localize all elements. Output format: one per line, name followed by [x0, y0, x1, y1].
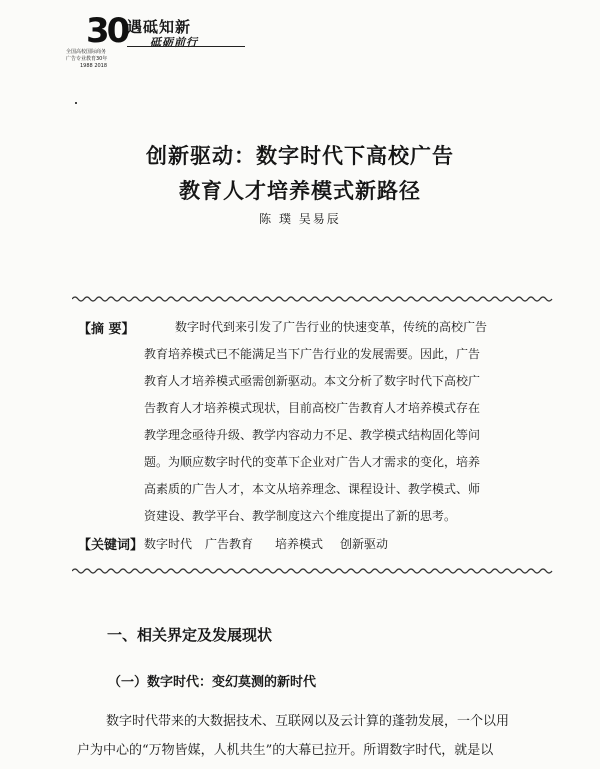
- logo-small-text-2: 广告专业教育30年: [66, 56, 108, 62]
- logo-small-text-1: 全国高校国际商务: [66, 49, 107, 55]
- abstract-line: 教育培养模式已不能满足当下广告行业的发展需要。因此，广告: [144, 347, 481, 361]
- abstract-line: 教学理念亟待升级、教学内容动力不足、教学模式结构固化等问: [144, 428, 481, 442]
- section-heading: 一、相关界定及发展现状: [107, 626, 273, 644]
- abstract-line: 资建设、教学平台、教学制度这六个维度提出了新的思考。: [144, 509, 457, 523]
- article-title-line-2: 教育人才培养模式新路径: [179, 179, 421, 203]
- article-authors: 陈 璞 吴易辰: [259, 212, 341, 226]
- logo-divider: [127, 46, 245, 47]
- logo-title: 遇砥知新: [127, 18, 192, 36]
- scan-speck: [75, 102, 77, 104]
- abstract-line: 教育人才培养模式亟需创新驱动。本文分析了数字时代下高校广: [144, 374, 481, 388]
- keyword: 创新驱动: [340, 537, 389, 551]
- abstract-line: 数字时代到来引发了广告行业的快速变革，传统的高校广告: [175, 320, 488, 334]
- abstract-line: 告教育人才培养模式现状，目前高校广告教育人才培养模式存在: [144, 401, 481, 415]
- article-title-line-1: 创新驱动：数字时代下高校广告: [146, 144, 454, 168]
- abstract-line: 高素质的广告人才，本文从培养理念、课程设计、教学模式、师: [144, 482, 481, 496]
- logo-years: 1988 2018: [80, 63, 108, 69]
- body-text-line: 数字时代带来的大数据技术、互联网以及云计算的蓬勃发展，一个以用: [106, 714, 510, 729]
- keyword: 数字时代: [144, 537, 193, 551]
- wave-divider-top: [72, 295, 554, 303]
- abstract-line: 题。为顺应数字时代的变革下企业对广告人才需求的变化，培养: [144, 455, 481, 469]
- keywords-label: 【关键词】: [78, 538, 144, 553]
- subsection-heading: （一）数字时代：变幻莫测的新时代: [108, 675, 317, 690]
- body-text-line: 户为中心的“万物皆媒，人机共生”的大幕已拉开。所谓数字时代，就是以: [77, 743, 494, 758]
- keyword: 广告教育: [205, 537, 254, 551]
- abstract-label: 【摘 要】: [78, 322, 135, 337]
- keyword: 培养模式: [275, 537, 324, 551]
- logo-subtitle: 砥砺前行: [150, 36, 198, 49]
- wave-divider-bottom: [72, 567, 554, 575]
- logo-number: 30: [86, 11, 128, 51]
